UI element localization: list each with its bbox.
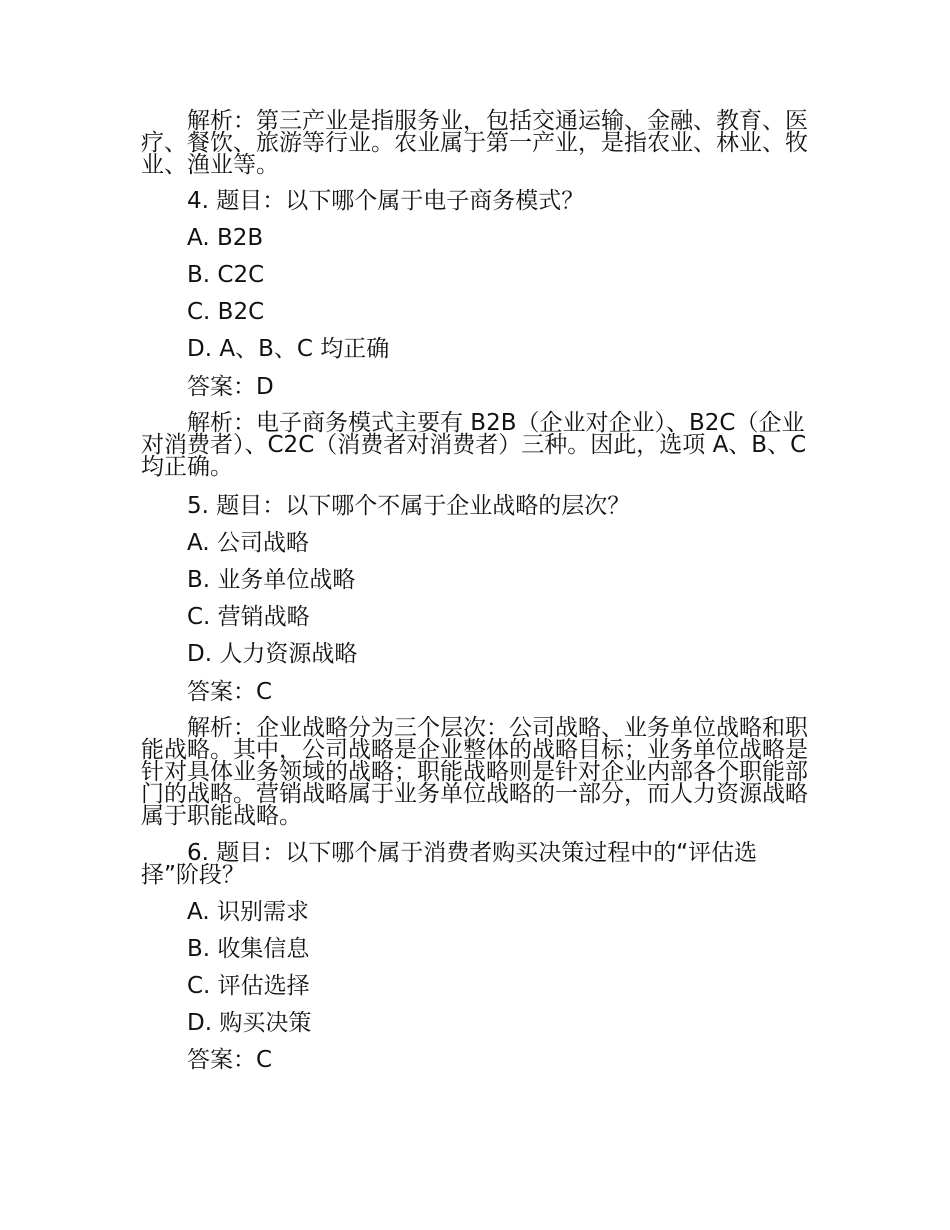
q5-option-d: D. 人力资源战略 (187, 641, 358, 667)
q4-option-d: D. A、B、C 均正确 (187, 336, 390, 362)
q5-answer: 答案：C (187, 679, 273, 705)
q6-answer: 答案：C (187, 1047, 273, 1073)
q5-option-a: A. 公司战略 (187, 530, 309, 556)
question-4-title: 4. 题目：以下哪个属于电子商务模式？ (187, 188, 585, 214)
analysis-q3: 解析：第三产业是指服务业，包括交通运输、金融、教育、医疗、餐饮、旅游等行业。农业属于第一产业，是指农业、林业、牧业、渔业等。 (141, 108, 808, 178)
q4-option-a: A. B2B (187, 225, 264, 251)
question-6-title: 6. 题目：以下哪个属于消费者购买决策过程中的“评估选择”阶段？ (141, 840, 758, 888)
q6-option-a: A. 识别需求 (187, 899, 309, 925)
q6-option-d: D. 购买决策 (187, 1010, 312, 1036)
q4-answer: 答案：D (187, 374, 274, 400)
q4-option-b: B. C2C (187, 262, 265, 288)
q6-option-b: B. 收集信息 (187, 936, 310, 962)
question-5-title: 5. 题目：以下哪个不属于企业战略的层次？ (187, 493, 631, 519)
q5-option-b: B. 业务单位战略 (187, 567, 356, 593)
q5-option-c: C. 营销战略 (187, 604, 310, 630)
analysis-q4: 解析：电子商务模式主要有 B2B（企业对企业）、B2C（企业对消费者）、C2C（消费者对消费者）三种。因此，选项 A、B、C 均正确。 (141, 410, 807, 480)
q4-option-c: C. B2C (187, 299, 265, 325)
q6-option-c: C. 评估选择 (187, 973, 310, 999)
analysis-q5: 解析：企业战略分为三个层次：公司战略、业务单位战略和职能战略。其中，公司战略是企业整体的战略目标；业务单位战略是针对具体业务领域的战略；职能战略则是针对企业内部各个职能部门的战略。营销战略属于业务单位战略的一部分，而人力资源战略属于职能战略。 (141, 715, 808, 829)
